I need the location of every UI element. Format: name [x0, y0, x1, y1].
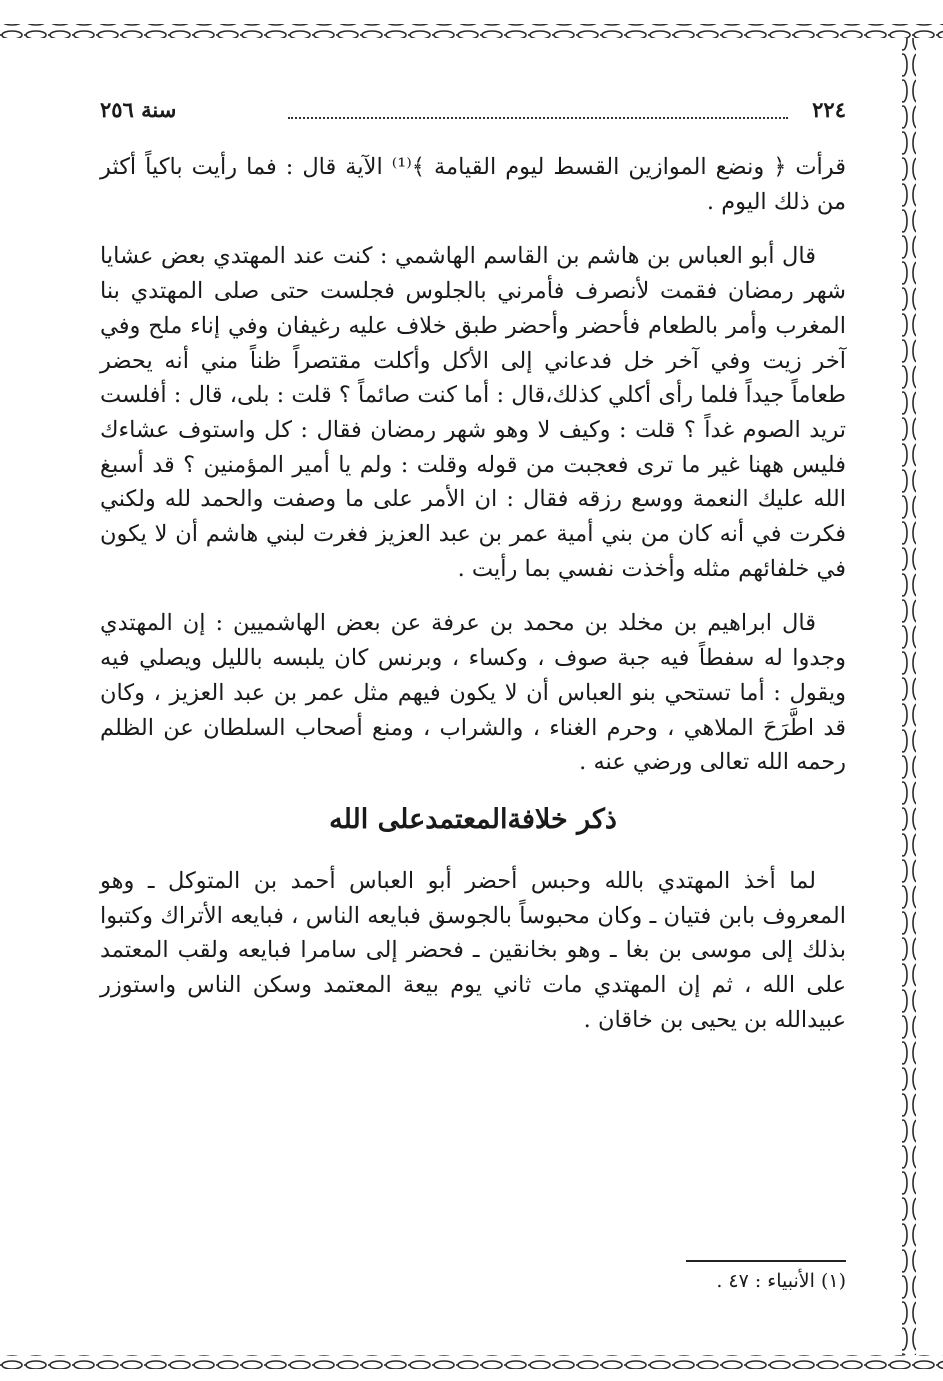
paragraph-2: قال أبو العباس بن هاشم بن القاسم الهاشمي : كنت عند المهتدي بعض عشايا شهر رمضان فقمت لأنصرف فأمرني بالجلوس فجلست حتى صلى المهتدي بنا المغرب وأمر بالطعام فأحضر وأحضر طبق خلاف عليه رغيفان وفي إناء ملح وفي آخر زيت وفي آخر خل فدعاني إلى الأكل وأكلت مقتصراً ظناً مني أنه يحضر طعاماً جيداً فلما رأى أكلي كذلك،قال : أما كنت صائماً ؟ قلت : بلى، قال : أفلست تريد الصوم غداً ؟ قلت : وكيف لا وهو شهر رمضان فقال : كل واستوف عشاءك فليس ههنا غير ما ترى فعجبت من قوله وقلت : ولم يا أمير المؤمنين ؟ قد أسبغ الله عليك النعمة ووسع رزقه فقال : ان الأمر على ما وصفت والحمد لله ولكني فكرت في أنه كان من بني أمية عمر بن عبد العزيز فغرت لبني هاشم أن لا يكون في خلفائهم مثله وأخذت نفسي بما رأيت .: [100, 243, 846, 582]
main-text: [100, 150, 846, 1037]
section-paragraph: لما أخذ المهتدي بالله وحبس أحضر أبو العباس أحمد بن المتوكل ـ وهو المعروف بابن فتيان ـ وكان محبوساً بالجوسق فبايعه الناس ، فبايعه الأتراك وكتبوا بذلك إلى موسى بن بغا ـ وهو بخانقين ـ فحضر إلى سامرا فبايعه ولقب المعتمد على الله ، ثم إن المهتدي مات ثاني يوم بيعة المعتمد وسكن الناس واستوزر عبيدالله بن يحيى بن خاقان .: [100, 867, 846, 1033]
footnote-separator: [686, 1260, 846, 1262]
paragraph-1: قرأت ﴿ ونضع الموازين القسط ليوم القيامة ﴾⁽¹⁾ الآية قال : فما رأيت باكياً أكثر من ذلك اليوم .: [100, 154, 846, 215]
running-header: [100, 97, 846, 131]
footnote: (١) الأنبياء : ٤٧ .: [716, 1270, 846, 1292]
page-number: ٢٢٤: [812, 97, 846, 122]
header-year: سنة ٢٥٦: [100, 97, 177, 122]
paragraph-3: قال ابراهيم بن مخلد بن محمد بن عرفة عن بعض الهاشميين : إن المهتدي وجدوا له سفطاً فيه جبة صوف ، وكساء ، وبرنس كان يلبسه بالليل ويصلي فيه ويقول : أما تستحي بنو العباس أن لا يكون فيهم مثل عمر بن عبد العزيز ، وكان قد اطَّرَحَ الملاهي ، وحرم الغناء ، والشراب ، ومنع أصحاب السلطان عن الظلم رحمه الله تعالى ورضي عنه .: [100, 610, 846, 776]
section-heading: ذكر خلافةالمعتمدعلى الله: [329, 803, 617, 835]
header-dotted-line: [288, 117, 788, 119]
